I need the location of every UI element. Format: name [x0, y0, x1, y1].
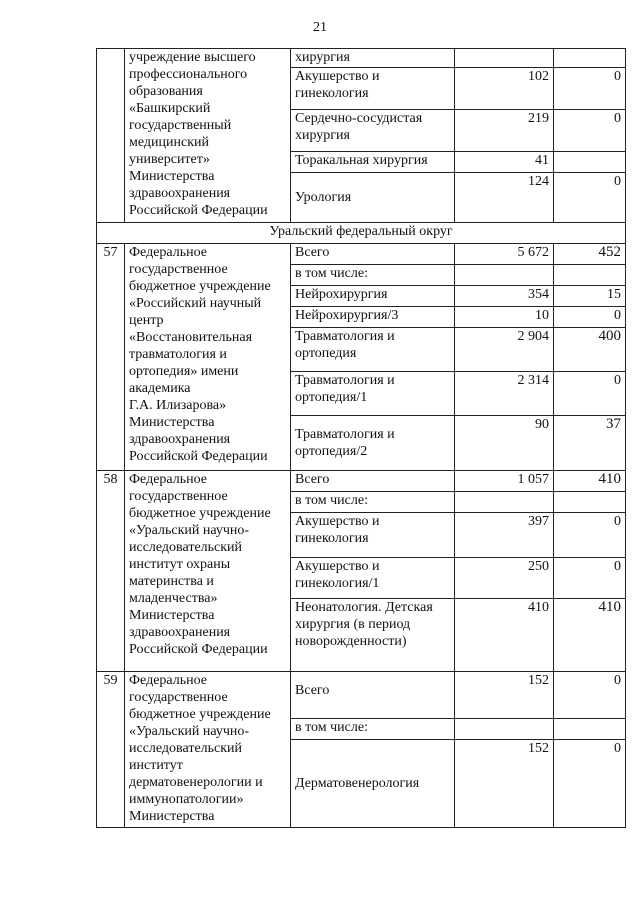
org-line: образования	[129, 84, 203, 99]
total-cell: 152	[455, 672, 554, 719]
org-line: Федеральное	[129, 472, 208, 487]
specialty-cell: Травматология и ортопедия	[291, 328, 455, 372]
specialty-cell: Акушерство и гинекология	[291, 68, 455, 110]
total-cell: 410	[455, 599, 554, 672]
extra-cell	[554, 492, 626, 513]
quota-table	[96, 48, 626, 828]
table-row	[97, 672, 626, 719]
extra-cell: 37	[554, 416, 626, 471]
entry-number	[97, 49, 125, 223]
extra-cell: 0	[554, 558, 626, 599]
org-line: «Российский научный	[129, 296, 262, 311]
org-line: «Уральский научно-	[129, 724, 250, 739]
org-line: Министерства	[129, 809, 215, 824]
specialty-cell: Дерматовенерология	[291, 740, 455, 828]
total-cell: 152	[455, 740, 554, 828]
org-line: Российской Федерации	[129, 449, 268, 464]
extra-cell: 0	[554, 740, 626, 828]
extra-cell: 0	[554, 173, 626, 223]
org-line: Российской Федерации	[129, 203, 268, 218]
specialty-cell: Акушерство и гинекология/1	[291, 558, 455, 599]
extra-cell: 0	[554, 68, 626, 110]
org-line: медицинский	[129, 135, 209, 150]
org-line: бюджетное учреждение	[129, 707, 271, 722]
extra-cell	[554, 265, 626, 286]
total-cell: 10	[455, 307, 554, 328]
org-line: учреждение высшего	[129, 50, 256, 65]
extra-cell: 410	[554, 599, 626, 672]
org-line: профессионального	[129, 67, 248, 82]
specialty-cell: в том числе:	[291, 719, 455, 740]
total-cell	[455, 719, 554, 740]
total-cell: 2 314	[455, 372, 554, 416]
org-line: Федеральное	[129, 673, 208, 688]
entry-number: 57	[97, 244, 125, 471]
total-cell: 219	[455, 110, 554, 152]
total-cell: 124	[455, 173, 554, 223]
org-line: «Башкирский	[129, 101, 211, 116]
org-line: «Уральский научно-	[129, 523, 250, 538]
org-line: академика	[129, 381, 191, 396]
page-number: 21	[313, 20, 327, 35]
organization-name	[125, 471, 291, 672]
extra-cell: 410	[554, 471, 626, 492]
extra-cell: 452	[554, 244, 626, 265]
table-row	[97, 471, 626, 492]
table-row	[97, 49, 626, 68]
extra-cell: 0	[554, 372, 626, 416]
total-cell	[455, 49, 554, 68]
org-line: Министерства	[129, 415, 215, 430]
org-line: бюджетное учреждение	[129, 279, 271, 294]
org-line: здравоохранения	[129, 432, 231, 447]
org-line: государственное	[129, 690, 228, 705]
specialty-cell: Нейрохирургия	[291, 286, 455, 307]
total-cell: 102	[455, 68, 554, 110]
specialty-cell: Всего	[291, 471, 455, 492]
extra-cell: 0	[554, 307, 626, 328]
org-line: Федеральное	[129, 245, 208, 260]
extra-cell	[554, 719, 626, 740]
specialty-cell: в том числе:	[291, 492, 455, 513]
org-line: бюджетное учреждение	[129, 506, 271, 521]
org-line: Министерства	[129, 169, 215, 184]
org-line: институт охраны	[129, 557, 231, 572]
org-line: материнства и	[129, 574, 214, 589]
specialty-cell: Акушерство и гинекология	[291, 513, 455, 558]
org-line: университет»	[129, 152, 210, 167]
org-line: исследовательский	[129, 741, 243, 756]
total-cell: 90	[455, 416, 554, 471]
organization-name	[125, 672, 291, 828]
extra-cell: 400	[554, 328, 626, 372]
org-line: Г.А. Илизарова»	[129, 398, 227, 413]
specialty-cell: в том числе:	[291, 265, 455, 286]
org-line: младенчества»	[129, 591, 218, 606]
specialty-cell: Неонатология. Детская хирургия (в период новорожденности)	[291, 599, 455, 672]
org-line: иммунопатологии»	[129, 792, 244, 807]
specialty-cell: Травматология и ортопедия/2	[291, 416, 455, 471]
total-cell: 397	[455, 513, 554, 558]
extra-cell: 15	[554, 286, 626, 307]
org-line: государственный	[129, 118, 232, 133]
organization-name	[125, 244, 291, 471]
organization-name	[125, 49, 291, 223]
specialty-cell: Всего	[291, 672, 455, 719]
specialty-cell: Всего	[291, 244, 455, 265]
specialty-cell: Травматология и ортопедия/1	[291, 372, 455, 416]
specialty-cell: Нейрохирургия/3	[291, 307, 455, 328]
org-line: дерматовенерологии и	[129, 775, 263, 790]
org-line: центр	[129, 313, 164, 328]
org-line: ортопедия» имени	[129, 364, 239, 379]
total-cell	[455, 265, 554, 286]
extra-cell	[554, 49, 626, 68]
org-line: здравоохранения	[129, 186, 231, 201]
specialty-cell: хирургия	[291, 49, 455, 68]
specialty-cell: Торакальная хирургия	[291, 152, 455, 173]
total-cell: 2 904	[455, 328, 554, 372]
extra-cell: 0	[554, 110, 626, 152]
org-line: здравоохранения	[129, 625, 231, 640]
total-cell: 41	[455, 152, 554, 173]
total-cell: 354	[455, 286, 554, 307]
specialty-cell: Урология	[291, 173, 455, 223]
org-line: «Восстановительная	[129, 330, 253, 345]
table-row	[97, 244, 626, 265]
district-heading: Уральский федеральный округ	[97, 223, 626, 244]
org-line: исследовательский	[129, 540, 243, 555]
extra-cell: 0	[554, 672, 626, 719]
specialty-cell: Сердечно-сосудистая хирургия	[291, 110, 455, 152]
total-cell	[455, 492, 554, 513]
entry-number: 59	[97, 672, 125, 828]
org-line: Российской Федерации	[129, 642, 268, 657]
total-cell: 1 057	[455, 471, 554, 492]
table-row	[97, 223, 626, 244]
total-cell: 5 672	[455, 244, 554, 265]
org-line: Министерства	[129, 608, 215, 623]
org-line: институт	[129, 758, 183, 773]
total-cell: 250	[455, 558, 554, 599]
extra-cell	[554, 152, 626, 173]
org-line: травматология и	[129, 347, 227, 362]
extra-cell: 0	[554, 513, 626, 558]
org-line: государственное	[129, 262, 228, 277]
org-line: государственное	[129, 489, 228, 504]
entry-number: 58	[97, 471, 125, 672]
